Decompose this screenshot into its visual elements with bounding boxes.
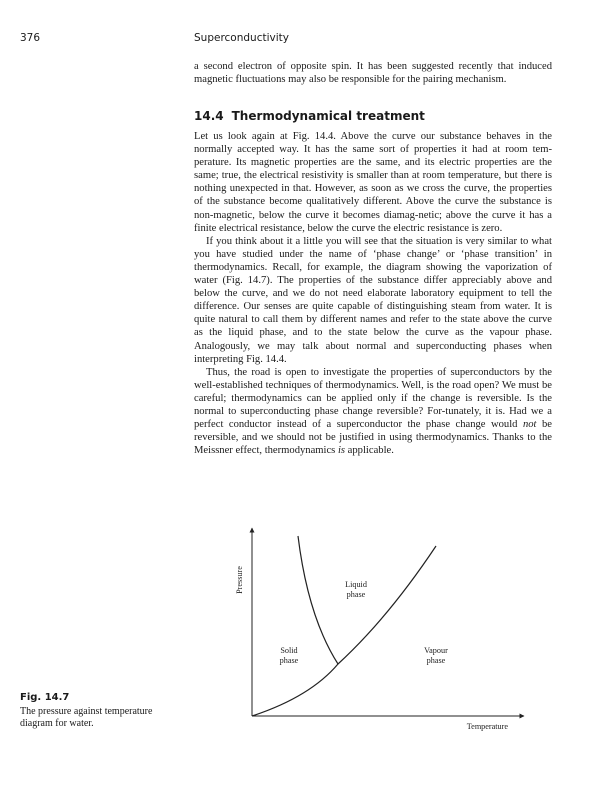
phase-diagram — [228, 522, 528, 737]
x-axis-label: Temperature — [466, 722, 508, 731]
region-vapour-line1: Vapour — [424, 646, 448, 655]
paragraph-1: Let us look again at Fig. 14.4. Above the curve our substance behaves in the normally accepted way. It has the same sort of properties it had at room tem-perature. Its magnetic properties are the same, and its electric properties are the same; true, the electrical resistivity is smaller than at room temperature, but there is nothing unexpected in that. However, as soon as we cross the curve, the properties of the substance become qualitatively different. Above the curve the substance is non-magnetic, below the curve it becomes diamag-netic; above the curve it has a finite electrical resistance, below the curve the electric resistance is zero. — [194, 131, 552, 234]
emphasis-not: not — [522, 419, 537, 431]
figure-caption: The pressure against temperature diagram for water. — [20, 706, 153, 729]
running-header: Superconductivity — [194, 32, 289, 44]
body-text — [194, 130, 552, 457]
sublimation-vaporization-curve — [252, 546, 436, 716]
paragraph-3: Thus, the road is open to investigate the properties of superconductors by the well-established techniques of thermodynamics. Well, is the road open? We must be careful; thermodynamics can be applied only if the change is reversible. Is the normal to superconducting phase change reversible? For-tunately, it is. Had we a perfect conductor instead of a superconductor the phase change would not be reversible, and we should not be justified in using thermodynamics. Thanks to the Meissner effect, thermodynamics is applicable. — [194, 366, 552, 457]
region-solid-line2: phase — [279, 656, 299, 665]
y-axis-label: Pressure — [235, 566, 244, 594]
page-number: 376 — [20, 32, 41, 44]
phase-diagram-svg — [228, 522, 528, 737]
figure-label: Fig. 14.7 — [20, 692, 70, 703]
region-liquid-line1: Liquid — [345, 580, 367, 589]
emphasis-is: is — [337, 445, 346, 457]
region-solid-line1: Solid — [280, 646, 298, 655]
paragraph-text: a second electron of opposite spin. It has been suggested recently that induced magnetic fluctuations may also be responsible for the pairing mechanism. — [194, 61, 552, 86]
region-vapour-line2: phase — [426, 656, 446, 665]
section-number: 14.4 — [194, 109, 224, 123]
paragraph-2: If you think about it a little you will see that the situation is very similar to what you have studied under the name of ‘phase change’ or ‘phase transition’ in thermodynamics. Recall, for example, the diagram showing the vaporization of water (Fig. 14.7). The properties of the substance differ appreciably above and below the curve, and we do not need elaborate laboratory equipment to tell the difference. Our senses are quite capable of distinguishing steam from water. It is quite natural to call them by different names and refer to the state above the curve as the liquid phase, and to the state below the curve as the vapour phase. Analogously, we may talk about normal and superconducting phases when interpreting Fig. 14.4. — [194, 235, 552, 365]
intro-paragraph — [194, 60, 552, 86]
region-liquid-line2: phase — [346, 590, 366, 599]
melting-curve — [298, 536, 338, 664]
section-title: Thermodynamical treatment — [231, 109, 425, 123]
section-heading — [194, 109, 425, 123]
